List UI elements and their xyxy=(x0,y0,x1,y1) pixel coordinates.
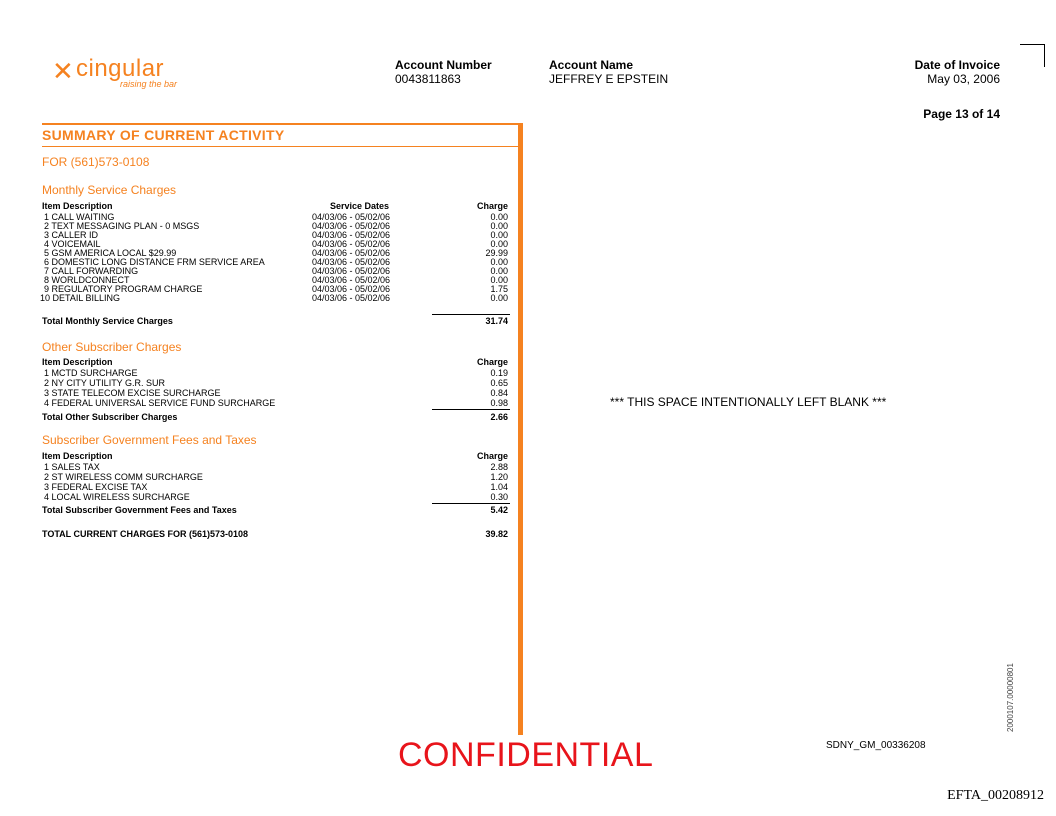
monthly-row-charge: 0.00 xyxy=(490,275,508,285)
monthly-row-dates: 04/03/06 - 05/02/06 xyxy=(312,230,391,240)
other-row-desc: 2 NY CITY UTILITY G.R. SUR xyxy=(44,378,166,388)
col-header-charge: Charge xyxy=(476,357,508,367)
account-name-label: Account Name xyxy=(549,58,634,72)
tax-row-desc: 3 FEDERAL EXCISE TAX xyxy=(44,482,148,492)
tax-row-charge: 1.20 xyxy=(490,472,508,482)
other-total-label: Total Other Subscriber Charges xyxy=(42,412,178,422)
monthly-row-dates: 04/03/06 - 05/02/06 xyxy=(312,212,391,222)
account-number-label: Account Number xyxy=(395,58,492,72)
section-rule-top xyxy=(42,123,520,125)
monthly-row-desc: 2 TEXT MESSAGING PLAN - 0 MSGS xyxy=(44,221,200,231)
col-header-item: Item Description xyxy=(42,451,113,461)
monthly-row-charge: 0.00 xyxy=(490,230,508,240)
monthly-row-dates: 04/03/06 - 05/02/06 xyxy=(312,257,391,267)
tax-row-desc: 1 SALES TAX xyxy=(44,462,100,472)
monthly-row-desc: 9 REGULATORY PROGRAM CHARGE xyxy=(44,284,203,294)
col-header-charge: Charge xyxy=(476,201,508,211)
invoice-date: May 03, 2006 xyxy=(927,72,1000,86)
summary-title: SUMMARY OF CURRENT ACTIVITY xyxy=(42,127,285,143)
other-charges-title: Other Subscriber Charges xyxy=(42,340,182,354)
monthly-row-charge: 0.00 xyxy=(490,221,508,231)
monthly-row-desc: 1 CALL WAITING xyxy=(44,212,115,222)
monthly-row-desc: 8 WORLDCONNECT xyxy=(44,275,130,285)
monthly-row-dates: 04/03/06 - 05/02/06 xyxy=(312,266,391,276)
invoice-date-label: Date of Invoice xyxy=(914,58,1000,72)
subtotal-rule xyxy=(432,314,510,315)
col-header-item: Item Description xyxy=(42,357,113,367)
tax-row-charge: 0.30 xyxy=(490,492,508,502)
other-row-desc: 1 MCTD SURCHARGE xyxy=(44,368,138,378)
taxes-total-label: Total Subscriber Government Fees and Taxes xyxy=(42,505,237,515)
vertical-divider xyxy=(518,123,523,735)
blank-space-notice: *** THIS SPACE INTENTIONALLY LEFT BLANK *** xyxy=(610,395,887,409)
logo-text: cingular xyxy=(76,55,165,82)
col-header-dates: Service Dates xyxy=(330,201,390,211)
monthly-row-charge: 29.99 xyxy=(485,248,508,258)
monthly-row-desc: 7 CALL FORWARDING xyxy=(44,266,139,276)
cingular-logo xyxy=(52,56,212,96)
monthly-row-dates: 04/03/06 - 05/02/06 xyxy=(312,293,391,303)
tax-row-desc: 4 LOCAL WIRELESS SURCHARGE xyxy=(44,492,190,502)
other-row-charge: 0.65 xyxy=(490,378,508,388)
monthly-row-charge: 0.00 xyxy=(490,293,508,303)
grand-total-label: TOTAL CURRENT CHARGES FOR (561)573-0108 xyxy=(42,529,249,539)
other-row-desc: 3 STATE TELECOM EXCISE SURCHARGE xyxy=(44,388,221,398)
subtotal-rule xyxy=(432,409,510,410)
col-header-item: Item Description xyxy=(42,201,113,211)
monthly-row-dates: 04/03/06 - 05/02/06 xyxy=(312,275,391,285)
monthly-total-label: Total Monthly Service Charges xyxy=(42,316,173,326)
subtotal-rule xyxy=(432,503,510,504)
for-phone-line: FOR (561)573-0108 xyxy=(42,155,150,169)
other-row-charge: 0.98 xyxy=(490,398,508,408)
monthly-row-desc: 3 CALLER ID xyxy=(44,230,99,240)
taxes-title: Subscriber Government Fees and Taxes xyxy=(42,433,257,447)
other-row-charge: 0.84 xyxy=(490,388,508,398)
monthly-row-desc: 6 DOMESTIC LONG DISTANCE FRM SERVICE AREA xyxy=(44,257,265,267)
tax-row-desc: 2 ST WIRELESS COMM SURCHARGE xyxy=(44,472,203,482)
other-total: 2.66 xyxy=(490,412,508,422)
grand-total: 39.82 xyxy=(485,529,508,539)
monthly-row-desc: 4 VOICEMAIL xyxy=(44,239,101,249)
monthly-row-charge: 0.00 xyxy=(490,266,508,276)
account-name: JEFFREY E EPSTEIN xyxy=(549,72,669,86)
monthly-row-dates: 04/03/06 - 05/02/06 xyxy=(312,239,391,249)
page-number: Page 13 of 14 xyxy=(923,107,1000,121)
monthly-total: 31.74 xyxy=(485,316,508,326)
other-row-desc: 4 FEDERAL UNIVERSAL SERVICE FUND SURCHARGE xyxy=(44,398,276,408)
monthly-row-dates: 04/03/06 - 05/02/06 xyxy=(312,221,391,231)
monthly-charges-title: Monthly Service Charges xyxy=(42,183,177,197)
taxes-total: 5.42 xyxy=(490,505,508,515)
monthly-row-desc: 5 GSM AMERICA LOCAL $29.99 xyxy=(44,248,177,258)
section-rule xyxy=(42,146,520,147)
efta-number: EFTA_00208912 xyxy=(947,788,1044,803)
confidential-stamp: CONFIDENTIAL xyxy=(398,736,654,774)
tax-row-charge: 1.04 xyxy=(490,482,508,492)
other-row-charge: 0.19 xyxy=(490,368,508,378)
monthly-row-dates: 04/03/06 - 05/02/06 xyxy=(312,248,391,258)
monthly-row-charge: 0.00 xyxy=(490,257,508,267)
monthly-row-dates: 04/03/06 - 05/02/06 xyxy=(312,284,391,294)
logo-tagline: raising the bar xyxy=(120,79,178,89)
monthly-row-charge: 0.00 xyxy=(490,239,508,249)
vertical-doc-code: 2000107.00000801 xyxy=(1006,663,1015,732)
col-header-charge: Charge xyxy=(476,451,508,461)
monthly-row-charge: 1.75 xyxy=(490,284,508,294)
corner-mark xyxy=(1020,44,1045,67)
bates-number: SDNY_GM_00336208 xyxy=(826,740,926,751)
cingular-jack-icon: ✕ xyxy=(52,56,74,86)
account-number: 0043811863 xyxy=(395,72,461,86)
tax-row-charge: 2.88 xyxy=(490,462,508,472)
monthly-row-desc: 10 DETAIL BILLING xyxy=(40,293,121,303)
monthly-row-charge: 0.00 xyxy=(490,212,508,222)
